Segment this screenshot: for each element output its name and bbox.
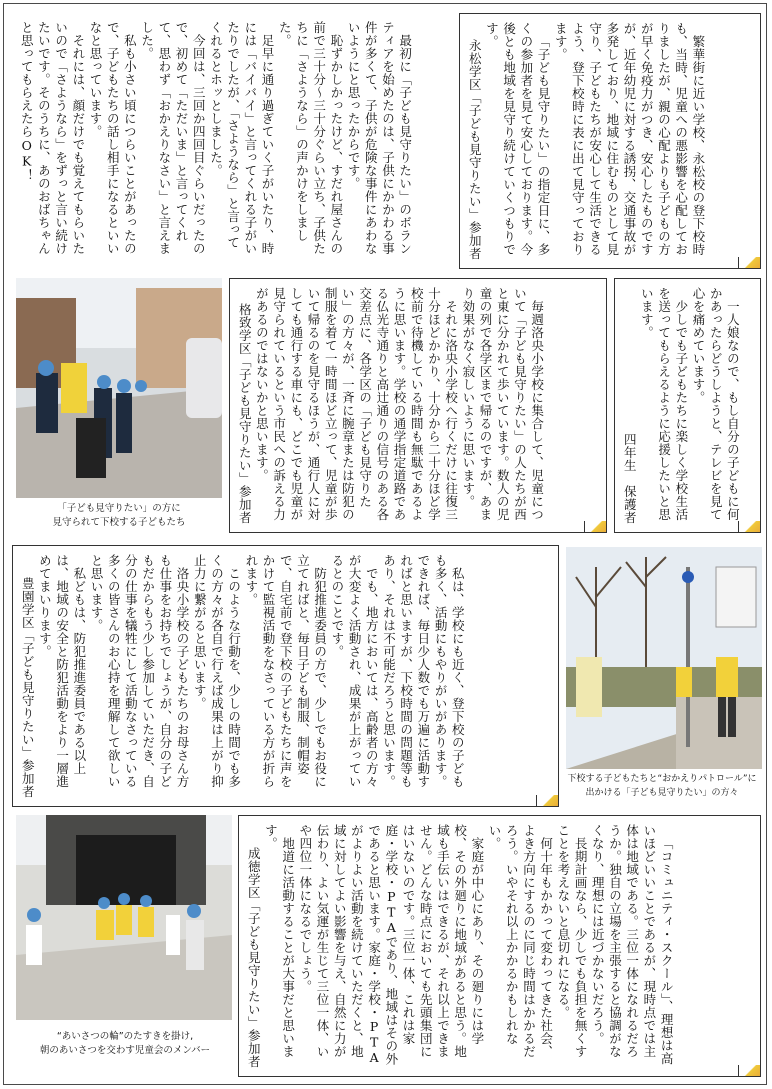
paragraph: 「コミュニティ・スクール」、理想は高いほどいいことであるが、現時点では主体は地域である。三位一体になれるだろうか。独自の立場を主張すると協調がなくなり、理想には近づかないだろう。 bbox=[590, 824, 675, 1065]
caption-photo1 bbox=[16, 502, 222, 530]
paragraph: 私どもは、防犯推進委員である以上は、地域の安全と防犯活動をより一層進めてまいります。 bbox=[37, 554, 87, 788]
article-body bbox=[230, 279, 552, 532]
caption-line: 見守られて下校する子どもたち bbox=[52, 517, 186, 528]
paragraph: それには、顔だけでも覚えてもらいたいので「さようなら」をずっと言い続けたいです。そのうちに、あのおばちゃんと思ってもらえたらOK！ bbox=[19, 21, 86, 255]
paragraph: 最初に「子ども見守りたい」のボランティアを始めたのは、子供にかかわる事件が多くて、子供が危険な事件にあわないようにと思ったからです。 bbox=[346, 21, 413, 255]
paragraph: 今回は、三回か四回目ぐらいだったので、初めて「ただいま」と言ってくれて、思わず「おかえりなさい」と言えました。 bbox=[139, 21, 207, 255]
photo-okaeri-patrol bbox=[566, 547, 762, 769]
paragraph: 足早に通り過ぎていく子がいたり、時には「バイバイ」と言ってくれる子がいたりでしたが、「さようなら」と言ってくれるとホッとしました。 bbox=[208, 21, 276, 255]
paragraph: 少しでも子どもたちに楽しく学校生活を送ってもらえるように応援したいと思います。 bbox=[639, 287, 689, 521]
signature: 四年生 保護者 bbox=[622, 433, 638, 524]
caption-photo2 bbox=[560, 772, 764, 800]
signature: 豊園学区「子ども見守りたい」参加者 bbox=[20, 577, 36, 798]
paragraph: 繁華街に近い学校、永松校の登下校時も、当時、児童への悪影響を心配しておりましたが、親の心配よりも子どもの方が早く免疫力がつき、安心したものですが、近年幼児に対する誘拐、交通事故が多発しており、地域に住むものとして見守り、子どもたちが安心して生活できるよう、登下校時に表に出て見守っております。 bbox=[553, 22, 706, 256]
article-eishou-1 bbox=[459, 13, 761, 269]
paragraph: 洛央小学校の子どもたちのお母さん方も仕事をお持ちでしょうが、自分の子どもだからもう少し参加していただき、自分の仕事を犠牲にして活動なさっている多くの皆さんのお心持を理解して欲しいと思います。 bbox=[89, 554, 191, 788]
paragraph: 一人娘なので、もし自分の子どもに何かあったらどうしようと、テレビを見て心を痛めています。 bbox=[691, 287, 741, 521]
paragraph: 地道に活動することが大事だと思います。 bbox=[263, 824, 296, 1058]
paragraph: 恥ずかしかったけど、すだれ屋さんの前で三十分〜三十分ぐらい立ち、子供たちに「さようなら」の声かけをしました。 bbox=[277, 21, 344, 255]
paragraph: 毎週洛央小学校に集合して、児童について「子ども見守りたい」の人たちが西と東に分かれて歩いています。数人の児童の列で各学区まで帰るのですが、あまり効果がなく寂しいように思います。 bbox=[460, 287, 545, 521]
article-body bbox=[12, 13, 420, 269]
paragraph: でも、地方においては、高齢者の方々が大変よく活動され、成果が上がっているとのことです。 bbox=[329, 554, 380, 788]
caption-line: 出かける「子ども見守りたい」の方々 bbox=[585, 788, 739, 798]
article-eishou-2 bbox=[12, 13, 452, 269]
article-body bbox=[13, 546, 472, 806]
article-body bbox=[239, 816, 681, 1076]
paragraph: 「子ども見守りたい」の指定日に、多くの参加者を見て安心しております。今後とも地域を見守り続けていくつもりです。 bbox=[484, 22, 552, 256]
article-parent bbox=[614, 278, 761, 533]
photo-children-walking bbox=[16, 278, 222, 498]
article-toyozono bbox=[12, 545, 559, 807]
article-seitoku bbox=[238, 815, 761, 1077]
paragraph: 私も小さい頃につらいことがあったので、子どもたちの話し相手になるといいなと思っています。 bbox=[88, 21, 138, 255]
paragraph: 何十年もかかって変わってきた社会、よき方向にするのに同じ時間はかかるだろう。いやそれ以上かかるかもしれない。 bbox=[487, 824, 554, 1058]
signature: 格致学区「子ども見守りたい」参加者 bbox=[237, 303, 253, 524]
caption-line: 「子ども見守りたい」の方に bbox=[57, 503, 181, 514]
caption-line: 下校する子どもたちと“おかえりパトロール”に bbox=[567, 774, 757, 784]
paragraph: 長期計画なら、少しでも負担を無くすことを考えないと息切れになる。 bbox=[555, 824, 589, 1058]
photo-greeting-members bbox=[16, 815, 232, 1020]
signature: 成徳学区「子ども見守りたい」参加者 bbox=[246, 847, 262, 1068]
paragraph: 防犯推進委員の方で、少しでもお役に立てればと、毎日子ども制服、制帽姿で、自宅前で登下校の子どもたちに声をかけて監視活動をなさっている方が折られます。 bbox=[243, 554, 328, 788]
paragraph: このような行動を、少しの時間でも多くの方々が各自で行えば成果は上がり抑止力に繋がると思います。 bbox=[192, 554, 242, 788]
paragraph: 家庭が中心にあり、その廻りには学校、その外廻りに地域があると思う。地域も手伝いはできるが、それ以上できません。どんな時点においても先頭集団にはいないのです。三位一体、これは家庭・学校・PTAであり、地域はその外であると思います。家庭・学校・PTAがよりよい活動を続けていただくと、地域に対してよい影響を与え、自然に力が伝わり、よい気運が生じて三位一体、いや四位一体になるでしょう。 bbox=[297, 824, 485, 1066]
paragraph: それに洛央小学校へ行くだけに往復三十分ほどかかり、十分から二十分ほど学校前で待機している時間も無駄であるように思います。学校の通学指定道路である仏光寺通りと高辻通りの信号のある各交差点に、各学区の「子ども見守りたい」の方々が、一斉に腕章または防犯の制服を着て一時間ほど立って、児童が歩いて帰るのを見守るほうが、通行人に対しても通行する車にも、どこでも児童が見守られているという市民への訴える力があるのではないかと思います。 bbox=[254, 287, 459, 521]
article-body bbox=[460, 14, 713, 268]
signature: 永松学区「子ども見守りたい」参加者 bbox=[467, 39, 483, 260]
caption-line: 朝のあいさつを交わす児童会のメンバー bbox=[39, 1045, 211, 1056]
caption-photo3 bbox=[12, 1030, 238, 1058]
article-body bbox=[615, 279, 747, 532]
article-kakuchi bbox=[229, 278, 607, 533]
paragraph: 私は、学校にも近く、登下校の子どもも多く、活動にもやりがいがあります。できれば、毎日少人数でも万遍に活動すればと思いますが、下校時間の問題等もあり、それは不可能だろうと思います。 bbox=[381, 554, 466, 788]
caption-line: “あいさつの輪”のたすきを掛け, bbox=[56, 1031, 194, 1042]
